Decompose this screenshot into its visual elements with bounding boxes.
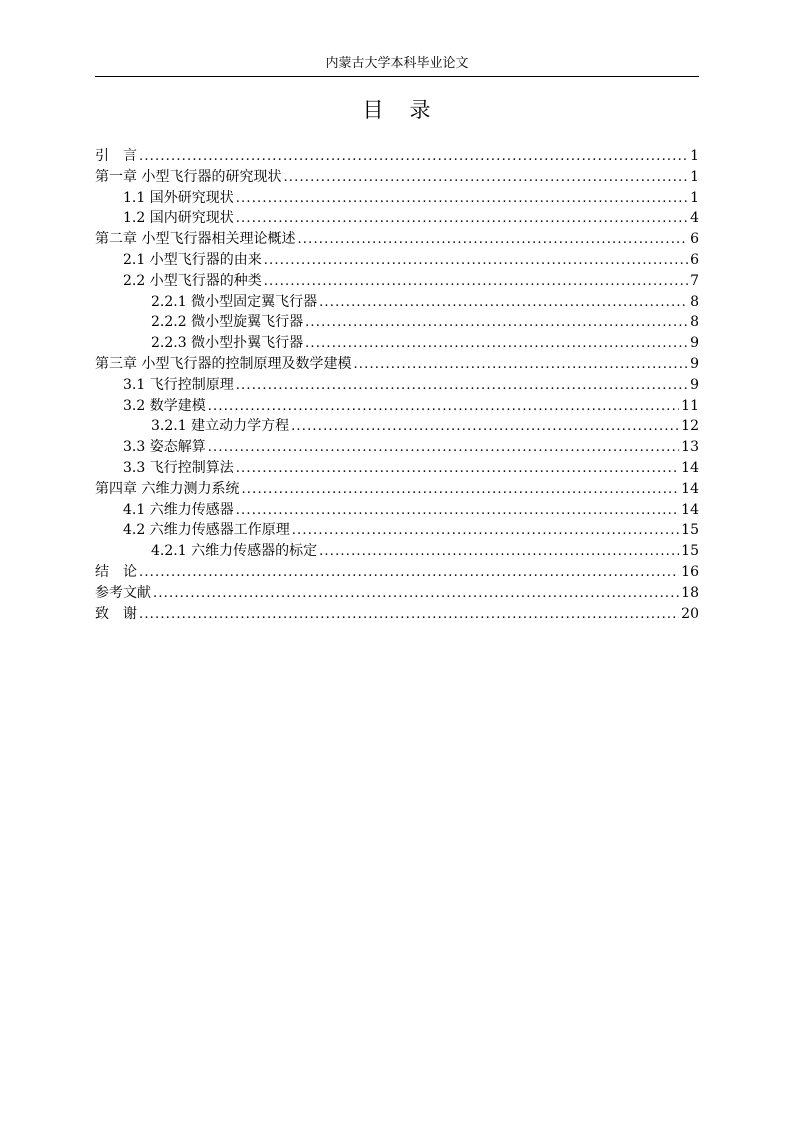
toc-leader-dots — [305, 313, 688, 333]
toc-entry-label: 4.1 六维力传感器 — [123, 501, 234, 518]
toc-entry-label: 2.2.2 微小型旋翼飞行器 — [151, 314, 304, 331]
toc-leader-dots — [319, 293, 688, 313]
toc-entry-section-1-2[interactable] — [95, 208, 699, 229]
toc-leader-dots — [139, 605, 679, 625]
toc-leader-dots — [208, 438, 679, 458]
toc-entry-label: 1.1 国外研究现状 — [123, 189, 234, 206]
toc-entry-page: 1 — [690, 148, 699, 164]
toc-entry-label: 4.2.1 六维力传感器的标定 — [151, 543, 318, 560]
toc-leader-dots — [305, 334, 688, 354]
toc-entry-label: 参考文献 — [95, 584, 151, 601]
toc-entry-page: 1 — [690, 189, 699, 206]
toc-entry-acknowledgements[interactable] — [95, 604, 699, 625]
toc-entry-page: 1 — [690, 168, 699, 185]
toc-entry-section-3-2[interactable] — [95, 396, 699, 417]
toc-entry-page: 14 — [681, 480, 699, 497]
toc-entry-page: 14 — [681, 459, 699, 476]
toc-entry-label: 3.3 姿态解算 — [123, 439, 206, 456]
toc-entry-section-2-2[interactable] — [95, 271, 699, 292]
toc-entry-section-3-3-attitude[interactable] — [95, 437, 699, 458]
toc-entry-chapter-3[interactable] — [95, 354, 699, 375]
toc-leader-dots — [292, 521, 679, 541]
toc-leader-dots — [236, 189, 688, 209]
toc-entry-label: 2.1 小型飞行器的由来 — [123, 251, 262, 268]
toc-title — [0, 95, 793, 125]
toc-entry-page: 20 — [681, 605, 699, 622]
toc-entry-label: 第一章 小型飞行器的研究现状 — [95, 168, 282, 185]
toc-entry-introduction[interactable] — [95, 146, 699, 167]
toc-entry-label: 3.1 飞行控制原理 — [123, 376, 234, 393]
toc-entry-page: 16 — [681, 563, 699, 580]
toc-leader-dots — [264, 272, 688, 292]
toc-entry-label: 致 谢 — [95, 605, 137, 622]
toc-entry-label: 第三章 小型飞行器的控制原理及数学建模 — [95, 355, 352, 372]
toc-entry-page: 11 — [681, 397, 699, 414]
toc-entry-label: 2.2.3 微小型扑翼飞行器 — [151, 335, 304, 352]
toc-entry-page: 9 — [690, 376, 699, 393]
toc-entry-chapter-1[interactable] — [95, 167, 699, 188]
toc-entry-page: 12 — [681, 418, 699, 435]
toc-entry-page: 6 — [690, 231, 699, 248]
toc-entry-page: 18 — [681, 584, 699, 601]
toc-entry-section-3-3-control[interactable] — [95, 458, 699, 479]
toc-entry-label: 第二章 小型飞行器相关理论概述 — [95, 231, 296, 248]
toc-leader-dots — [208, 397, 679, 417]
toc-leader-dots — [236, 376, 688, 396]
toc-entry-section-2-2-1[interactable] — [95, 292, 699, 313]
toc-entry-chapter-2[interactable] — [95, 229, 699, 250]
running-title: 内蒙古大学本科毕业论文 — [325, 56, 469, 71]
toc-leader-dots — [283, 168, 688, 188]
toc-entry-label: 第四章 六维力测力系统 — [95, 480, 240, 497]
toc-entry-label: 3.2.1 建立动力学方程 — [151, 418, 290, 435]
toc-entry-page: 9 — [690, 335, 699, 352]
toc-entry-page: 7 — [690, 272, 699, 289]
toc-entry-page: 14 — [681, 501, 699, 518]
toc-entry-section-4-1[interactable] — [95, 500, 699, 521]
toc-entry-section-3-1[interactable] — [95, 375, 699, 396]
toc-entry-section-3-2-1[interactable] — [95, 416, 699, 437]
toc-entry-label: 2.2 小型飞行器的种类 — [123, 272, 262, 289]
toc-entry-label: 3.2 数学建模 — [123, 397, 206, 414]
toc-entry-section-2-2-3[interactable] — [95, 333, 699, 354]
toc-leader-dots — [139, 147, 688, 167]
toc-entry-section-4-2[interactable] — [95, 520, 699, 541]
toc-entry-label: 引 言 — [95, 148, 137, 164]
toc-entry-section-2-1[interactable] — [95, 250, 699, 271]
toc-entry-label: 结 论 — [95, 563, 137, 580]
toc-entry-section-2-2-2[interactable] — [95, 312, 699, 333]
running-header — [95, 56, 699, 77]
toc-leader-dots — [297, 230, 688, 250]
toc-entry-page: 15 — [681, 522, 699, 539]
toc-entry-page: 8 — [690, 314, 699, 331]
toc-entry-chapter-4[interactable] — [95, 479, 699, 500]
toc-entry-page: 15 — [681, 543, 699, 560]
toc-leader-dots — [236, 209, 688, 229]
toc-leader-dots — [139, 563, 679, 583]
toc-leader-dots — [264, 251, 688, 271]
toc-entry-page: 8 — [690, 293, 699, 310]
toc-leader-dots — [291, 417, 679, 437]
toc-leader-dots — [353, 355, 688, 375]
toc-entry-section-1-1[interactable] — [95, 188, 699, 209]
toc-leader-dots — [236, 501, 679, 521]
toc-entry-page: 13 — [681, 439, 699, 456]
toc-entry-page: 4 — [690, 210, 699, 227]
toc-entry-references[interactable] — [95, 583, 699, 604]
toc-entry-page: 6 — [690, 251, 699, 268]
toc-leader-dots — [319, 542, 679, 562]
toc-entry-label: 4.2 六维力传感器工作原理 — [123, 522, 290, 539]
toc-leader-dots — [153, 584, 679, 604]
toc-entry-page: 9 — [690, 355, 699, 372]
table-of-contents — [95, 146, 699, 624]
toc-title-left: 目 — [362, 98, 384, 122]
toc-title-right: 录 — [409, 98, 431, 122]
toc-leader-dots — [236, 459, 679, 479]
toc-entry-label: 1.2 国内研究现状 — [123, 210, 234, 227]
toc-entry-conclusion[interactable] — [95, 562, 699, 583]
toc-entry-label: 2.2.1 微小型固定翼飞行器 — [151, 293, 318, 310]
toc-entry-label: 3.3 飞行控制算法 — [123, 459, 234, 476]
toc-leader-dots — [241, 480, 679, 500]
toc-entry-section-4-2-1[interactable] — [95, 541, 699, 562]
